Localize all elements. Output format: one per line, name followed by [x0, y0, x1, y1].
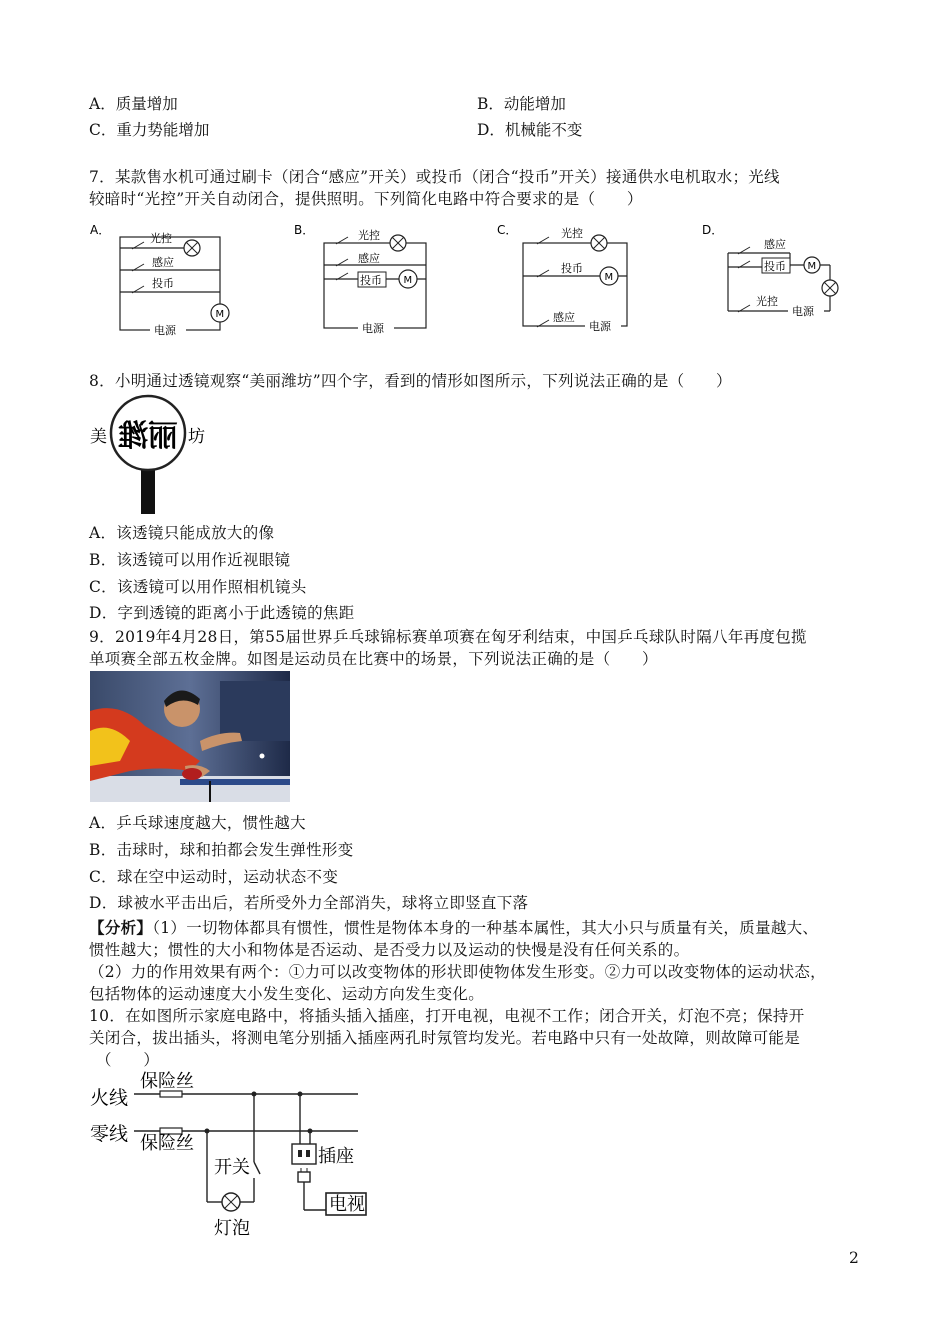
svg-text:电视: 电视: [329, 1194, 365, 1215]
svg-text:火线: 火线: [90, 1087, 129, 1109]
q9-analysis-line1: [89, 918, 818, 938]
q8-stem: 8．小明通过透镜观察“美丽潍坊”四个字，看到的情形如图所示，下列说法正确的是（ ）: [89, 372, 732, 390]
svg-text:C．: C．: [497, 223, 518, 237]
svg-text:投币: 投币: [152, 277, 174, 290]
svg-text:M: M: [403, 275, 413, 286]
q9-analysis-line2: 惯性越大；惯性的大小和物体是否运动、是否受力以及运动的快慢是没有任何关系的。: [89, 941, 690, 959]
svg-text:灯泡: 灯泡: [214, 1218, 250, 1239]
svg-text:感应: 感应: [152, 256, 174, 269]
q7-stem-line2: 较暗时“光控”开关自动闭合，提供照明。下列简化电路中符合要求的是（ ）: [89, 190, 643, 208]
page-number: 2: [849, 1249, 860, 1267]
q9-option-b: B．击球时，球和拍都会发生弹性形变: [89, 841, 354, 859]
q9-option-a: A．乒乓球速度越大，惯性越大: [89, 814, 306, 832]
q10-household-circuit: [88, 1068, 388, 1240]
svg-text:光控: 光控: [150, 232, 172, 245]
q7-circuit-d: [700, 220, 850, 326]
svg-text:感应: 感应: [553, 311, 575, 324]
svg-text:感应: 感应: [764, 238, 786, 251]
analysis-tag: 【分析】: [89, 918, 153, 937]
svg-text:电源: 电源: [362, 322, 384, 335]
q9-option-c: C．球在空中运动时，运动状态不变: [89, 868, 339, 886]
svg-text:光控: 光控: [561, 227, 583, 240]
svg-text:保险丝: 保险丝: [140, 1133, 194, 1154]
svg-text:坊: 坊: [188, 427, 205, 447]
q6-option-b: B．动能增加: [477, 95, 566, 113]
q9-table-tennis-photo: [90, 671, 290, 802]
svg-text:美: 美: [90, 427, 107, 447]
q10-stem-line1: 10．在如图所示家庭电路中，将插头插入插座，打开电视，电视不工作；闭合开关，灯泡不亮；保持开: [89, 1007, 805, 1025]
svg-text:投币: 投币: [360, 274, 382, 287]
svg-text:投币: 投币: [764, 260, 786, 273]
svg-text:保险丝: 保险丝: [140, 1071, 194, 1092]
svg-text:感应: 感应: [358, 252, 380, 265]
svg-text:M: M: [604, 272, 614, 283]
svg-text:开关: 开关: [214, 1157, 250, 1178]
svg-text:电源: 电源: [154, 324, 176, 337]
q10-stem-line3: （ ）: [96, 1051, 160, 1069]
q6-option-c: C．重力势能增加: [89, 121, 210, 139]
analysis-text: （1）一切物体都具有惯性，惯性是物体本身的一种基本属性，其大小只与质量有关，质量越大、: [152, 919, 819, 937]
q7-circuit-b: [292, 220, 442, 338]
q9-option-d: D．球被水平击出后，若所受外力全部消失，球将立即竖直下落: [89, 894, 529, 912]
svg-text:D．: D．: [702, 223, 724, 237]
svg-text:光控: 光控: [756, 295, 778, 308]
svg-text:B．: B．: [294, 223, 315, 237]
svg-text:M: M: [215, 309, 225, 320]
q7-circuit-a: [88, 220, 248, 338]
svg-text:电源: 电源: [792, 305, 814, 318]
q8-option-b: B．该透镜可以用作近视眼镜: [89, 551, 291, 569]
svg-text:光控: 光控: [358, 229, 380, 242]
q9-analysis-line3: （2）力的作用效果有两个：①力可以改变物体的形状即使物体发生形变。②力可以改变物体的运动状态，: [89, 963, 826, 981]
q8-option-d: D．字到透镜的距离小于此透镜的焦距: [89, 604, 355, 622]
svg-text:插座: 插座: [318, 1146, 354, 1167]
svg-text:M: M: [807, 261, 817, 272]
q7-circuit-c: [495, 220, 645, 338]
q9-stem-line2: 单项赛全部五枚金牌。如图是运动员在比赛中的场景，下列说法正确的是（ ）: [89, 650, 658, 668]
svg-text:零线: 零线: [90, 1123, 129, 1145]
q9-stem-line1: 9．2019年4月28日，第55届世界乒乓球锦标赛单项赛在匈牙利结束，中国乒乓球队时隔八年再度包揽: [89, 628, 807, 646]
svg-text:电源: 电源: [589, 320, 611, 333]
svg-text:投币: 投币: [561, 262, 583, 275]
svg-text:A．: A．: [90, 223, 111, 237]
q8-option-c: C．该透镜可以用作照相机镜头: [89, 578, 307, 596]
q10-stem-line2: 关闭合，拔出插头，将测电笔分别插入插座两孔时氖管均发光。若电路中只有一处故障，则故障可能是: [89, 1029, 801, 1047]
q7-stem-line1: 7．某款售水机可通过刷卡（闭合“感应”开关）或投币（闭合“投币”开关）接通供水电机取水；光线: [89, 168, 780, 186]
q8-option-a: A．该透镜只能成放大的像: [89, 524, 275, 542]
q9-analysis-line4: 包括物体的运动速度大小发生变化、运动方向发生变化。: [89, 985, 485, 1003]
q6-option-a: A．质量增加: [89, 95, 178, 113]
magnified-text: 丽潍: [118, 419, 178, 454]
q6-option-d: D．机械能不变: [477, 121, 583, 139]
q8-lens-figure: [88, 394, 218, 516]
